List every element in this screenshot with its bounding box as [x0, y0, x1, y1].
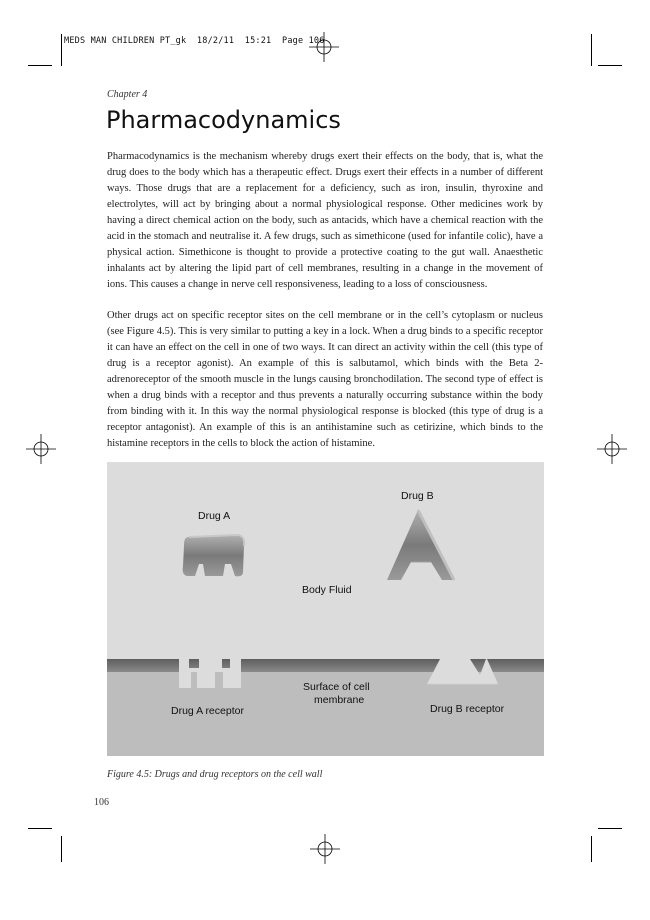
page-number: 106 [94, 797, 109, 808]
registration-mark-right-icon [597, 434, 627, 464]
drug-receptor-figure [107, 462, 544, 756]
crop-mark-top-left-h [28, 65, 52, 66]
drug-b-receptor-label: Drug B receptor [430, 703, 505, 715]
crop-mark-bottom-right-v [591, 836, 592, 862]
membrane-label-line-1: Surface of cell [303, 681, 370, 693]
registration-mark-top-icon [309, 32, 339, 62]
print-slug-line: MEDS MAN CHILDREN PT_gk 18/2/11 15:21 Page 106 [64, 36, 325, 46]
drug-a-label: Drug A [198, 510, 231, 522]
drug-a-molecule-shape [183, 535, 245, 576]
figure-caption: Figure 4.5: Drugs and drug receptors on the cell wall [107, 769, 323, 780]
registration-mark-left-icon [26, 434, 56, 464]
crop-mark-top-right-v [591, 34, 592, 66]
body-paragraph-1: Pharmacodynamics is the mechanism whereby drugs exert their effects on the body, that is, what the drug does to the body which has a therapeutic effect. Drugs exert their effects in a number of different ways. Those drugs that are a replacement for a deficiency, such as iron, insulin, thyroxine and electrolytes, will act by bringing about a normal physiological response. Other medicines work by having a direct chemical action on the body, such as antacids, which have a chemical reaction with the acid in the stomach and neutralise it. A few drugs, such as simethicone (used for infantile colic), have a physical action. Simethicone is thought to provide a protective coating to the gut wall. Anaesthetic inhalants act by altering the lipid part of cell membranes, resulting in a change in the movement of ions. This causes a change in nerve cell responsiveness, leading to a loss of consciousness. [107, 151, 543, 290]
drug-b-label: Drug B [401, 490, 434, 502]
body-paragraph-2: Other drugs act on specific receptor sites on the cell membrane or in the cell’s cytoplasm or nucleus (see Figure 4.5). This is very similar to putting a key in a lock. When a drug binds to a specific receptor it can have an effect on the cell in one of two ways. It can direct an activity within the cell (this type of drug is a receptor agonist). An example of this is salbutamol, which binds with the Beta 2-adrenoreceptor of the smooth muscle in the lungs causing bronchodilation. The second type of effect is when a drug binds with a receptor and thus prevents a naturally occurring substance within the body from binding with it. In this way the normal physiological response is blocked (this type of drug is a receptor antagonist). An example of this is an antihistamine such as cetirizine, which binds to the histamine receptors in the cells to block the action of histamine. [107, 310, 543, 449]
page-title: Pharmacodynamics [106, 106, 341, 134]
drug-a-receptor-site [179, 659, 241, 688]
membrane-surface-band [107, 659, 544, 672]
body-fluid-label: Body Fluid [302, 584, 352, 596]
crop-mark-top-right-h [598, 65, 622, 66]
crop-mark-bottom-right-h [598, 828, 622, 829]
registration-mark-bottom-icon [310, 834, 340, 864]
crop-mark-bottom-left-v [61, 836, 62, 862]
membrane-label-line-2: membrane [314, 694, 365, 706]
crop-mark-top-left-v [61, 34, 62, 66]
drug-a-receptor-label: Drug A receptor [171, 705, 244, 717]
chapter-label: Chapter 4 [107, 89, 148, 100]
crop-mark-bottom-left-h [28, 828, 52, 829]
